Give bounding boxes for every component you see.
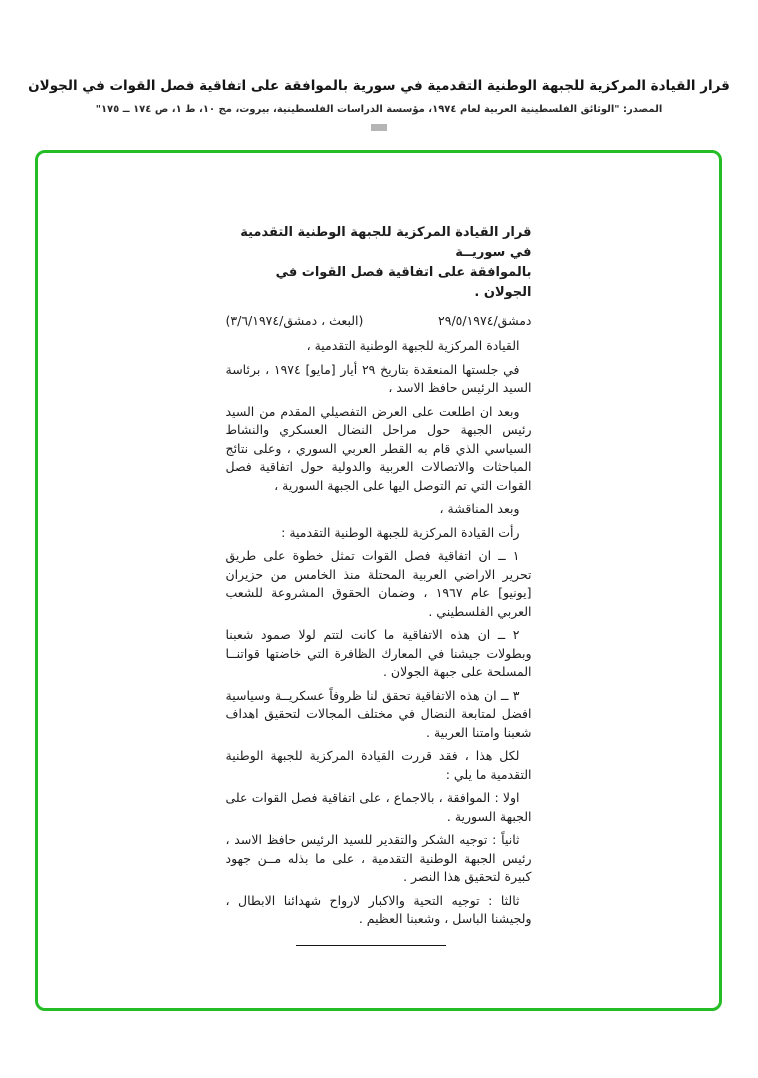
dateline-source: (البعث ، دمشق/٣/٦/١٩٧٤) [225,313,364,328]
document-paragraph: ثالثا : توجيه التحية والاكبار لارواح شهدائنا الابطال ، ولجيشنا الباسل ، وشعبنا العظيم . [225,892,532,926]
document-paragraph: القيادة المركزية للجبهة الوطنية التقدمية ، [306,338,520,353]
document-paragraph: ٢ ــ ان هذه الاتفاقية ما كانت لتتم لولا صمود شعبنا وبطولات جيشنا في المعارك الظافرة التي خاضتها قواتنــا المسلحة على جبهة الجولان . [225,627,532,679]
header-title: قرار القيادة المركزية للجبهة الوطنية التقدمية في سورية بالموافقة على اتفاقية فصل القوات في الجولان [28,78,730,94]
document-paragraph: وبعد ان اطلعت على العرض التفصيلي المقدم من السيد رئيس الجبهة حول مراحل النضال العسكري والنشاط السياسي الذي قام به القطر العربي السوري ، وعلى نتائج المباحثات والاتصالات العربية والدولية حول اتفاقية فصل القوات التي تم التوصل اليها على الجبهة السورية ، [225,403,532,493]
document-paragraph: لكل هذا ، فقد قررت القيادة المركزية للجبهة الوطنية التقدمية ما يلي : [225,748,532,782]
dateline [226,313,532,328]
document-frame [35,150,722,1011]
document-title-line2: بالموافقة على اتفاقية فصل القوات في الجولان . [275,265,532,300]
document-title [226,223,532,303]
document-paragraph: في جلستها المنعقدة بتاريخ ٢٩ أيار [مايو] ١٩٧٤ ، برئاسة السيد الرئيس حافظ الاسد ، [225,361,532,395]
document-title-line1: قرار القيادة المركزية للجبهة الوطنية التقدمية في سوريــة [240,225,532,260]
bottom-rule [296,945,446,946]
document-paragraph: ثانياً : توجيه الشكر والتقدير للسيد الرئيس حافظ الاسد ، رئيس الجبهة الوطنية التقدمية ، على ما بذله مــن جهود كبيرة لتحقيق هذا النصر . [225,832,532,884]
dateline-place-date: دمشق/٢٩/٥/١٩٧٤ [438,313,532,328]
document-paragraph: ١ ــ ان اتفاقية فصل القوات تمثل خطوة على طريق تحرير الاراضي العربية المحتلة منذ الخامس من حزيران [يونيو] عام ١٩٦٧ ، وضمان الحقوق المشروعة للشعب العربي الفلسطيني . [225,548,532,619]
scanned-document [226,223,532,946]
document-paragraph: اولا : الموافقة ، بالاجماع ، على اتفاقية فصل القوات على الجبهة السورية . [225,790,532,824]
document-paragraph: وبعد المناقشة ، [439,501,520,516]
document-paragraph: رأت القيادة المركزية للجبهة الوطنية التقدمية : [281,524,520,540]
document-paragraph: ٣ ــ ان هذه الاتفاقية تحقق لنا ظروفاً عسكريــة وسياسية افضل لمتابعة النضال في مختلف المجالات لتحقيق اهداف شعبنا وامتنا العربية . [225,687,532,740]
header-source-line: المصدر: "الوثائق الفلسطينية العربية لعام ١٩٧٤، مؤسسة الدراسات الفلسطينية، بيروت، مج ١٠، ط ١، ص ١٧٤ ــ ١٧٥" [95,104,663,116]
page-header [0,0,758,131]
scan-artifact [371,124,387,131]
